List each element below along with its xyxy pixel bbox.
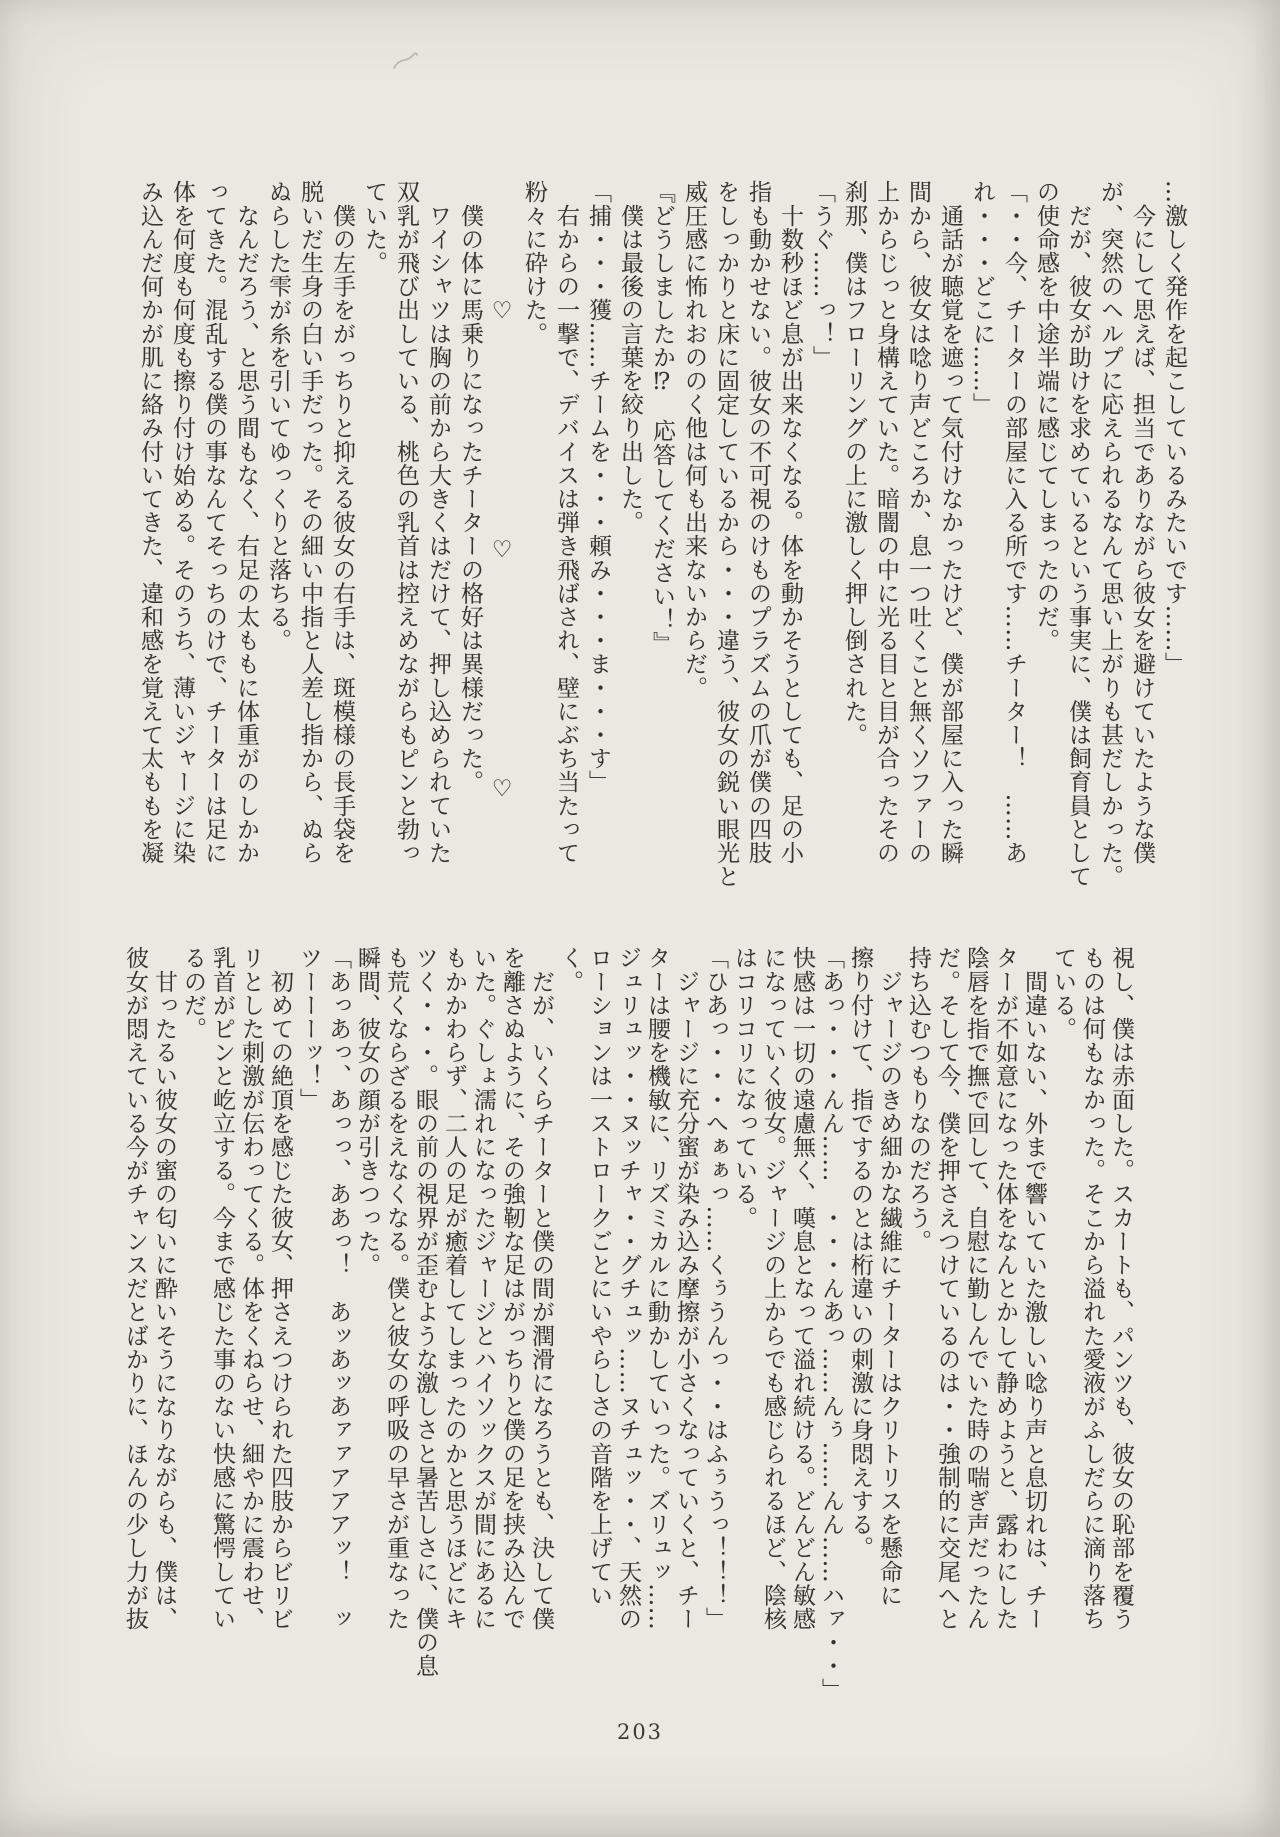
text-column: 『どうしましたか⁉ 応答してください！』 [649,180,675,655]
text-column: 彼女が悶えている今がチャンスだとばかりに、ほんの少し力が抜 [122,946,148,1631]
text-column: 間違いない、外まで響いていた激しい唸り声と息切れは、チー [1021,946,1047,1631]
text-column: が、突然のヘルプに応えられるなんて思い上がりも甚だしかった。 [1097,180,1123,888]
text-column: 通話が聴覚を遮って気付けなかったけど、僕が部屋に入った瞬 [937,180,963,865]
text-column: 僕は最後の言葉を絞り出した。 [617,180,643,534]
text-column: 僕の左手をがっちりと抑える彼女の右手は、斑模様の長手袋を [329,180,355,865]
text-column: 粉々に砕けた。 [521,180,547,346]
text-column: ている。 [1050,946,1076,1041]
text-column: 十数秒ほど息が出来なくなる。体を動かそうとしても、足の小 [777,180,803,865]
pen-scratch-mark [392,50,420,74]
text-column: いた。ぐしょ濡れになったジャージとハイソックスが間にあるに [470,946,496,1631]
text-column: 「・・今、チーターの部屋に入る所です……チーター！ ……あ [1001,180,1027,865]
text-column: だが、いくらチーターと僕の間が潤滑になろうとも、決して僕 [528,946,554,1631]
text-column: ツーーーッ！」 [296,946,322,1112]
text-column: 持ち込むつもりなのだろう。 [905,946,931,1253]
text-column: …激しく発作を起こしているみたいです……」 [1161,180,1187,676]
text-column: 僕の体に馬乗りになったチーターの格好は異様だった。 [457,180,483,794]
text-column: 快感は一切の遠慮無く、嘆息となって溢れ続ける。どんどん敏感 [789,946,815,1631]
text-column: 視し、僕は赤面した。スカートも、パンツも、彼女の恥部を覆う [1108,946,1134,1631]
text-column: 今にして思えば、担当でありながら彼女を避けていたような僕 [1129,180,1155,865]
text-column: 乳首がピンと屹立する。今まで感じた事のない快感に驚愕してい [209,946,235,1631]
text-column: もかかわらず、二人の足が癒着してしまったのかと思うほどにキ [441,946,467,1631]
text-column: ♡ ♡ ♡ [489,180,515,803]
text-column: 擦り付けて、指でするのとは桁違いの刺激に身悶えする。 [847,946,873,1560]
text-column: 右からの一撃で、デバイスは弾き飛ばされ、壁にぶち当たって [553,180,579,865]
page-number: 203 [616,1720,664,1744]
text-column: 「捕・・・獲……チームを・・・頼み・・・ま・・・す」 [585,180,611,794]
text-column: るのだ。 [180,946,206,1041]
text-column: 威圧感に怖れおののく他は何も出来ないからだ。 [681,180,707,700]
text-column: ローションは一ストロークごとにいやらしさの音階を上げてい [586,946,612,1607]
text-column: 甘ったるい彼女の蜜の匂いに酔いそうになりながらも、僕は、 [151,946,177,1631]
text-column: み込んだ何かが肌に絡み付いてきた、違和感を覚えて太ももを凝 [137,180,163,865]
bottom-text-block [120,946,1135,1710]
text-column: はコリコリになっている。 [731,946,757,1230]
text-column: 初めての絶頂を感じた彼女、押さえつけられた四肢からビリビ [267,946,293,1631]
text-column: れ・・・どこに……」 [969,180,995,416]
text-column: 「うぐ……っ！」 [809,180,835,369]
text-column: 体を何度も何度も擦り付け始める。そのうち、薄いジャージに染 [169,180,195,865]
text-column: ターは腰を機敏に、リズミカルに動かしていった。ズリュッ…… [644,946,670,1631]
text-column: だ。そして今、僕を押さえつけているのは・・強制的に交尾へと [934,946,960,1631]
text-column: になっていく彼女。ジャージの上からでも感じられるほど、陰核 [760,946,786,1631]
text-column: く。 [557,946,583,994]
text-column: 指も動かせない。彼女の不可視のけものプラズムの爪が僕の四肢 [745,180,771,865]
text-column: をしっかりと床に固定しているから・・・違う、彼女の鋭い眼光と [713,180,739,888]
text-column: ていた。 [361,180,387,275]
text-column: ターが不如意になった体をなんとかして静めようと、露わにした [992,946,1018,1631]
text-column: を離さぬように、その強靭な足はがっちりと僕の足を挟み込んで [499,946,525,1631]
text-column: 脱いだ生身の白い手だった。その細い中指と人差し指から、ぬら [297,180,323,865]
text-column: ジャージのきめ細かな繊維にチーターはクリトリスを懸命に [876,946,902,1607]
text-column: 刹那、僕はフローリングの上に激しく押し倒された。 [841,180,867,747]
text-column: も荒くならざるをえなくなる。僕と彼女の呼吸の早さが重なった [383,946,409,1631]
text-column: リとした刺激が伝わってくる。体をくねらせ、細やかに震わせ、 [238,946,264,1631]
text-column: 陰唇を指で撫で回して、自慰に勤しんでいた時の喘ぎ声だったん [963,946,989,1631]
text-column: ツく・・・。眼の前の視界が歪むような激しさと暑苦しさに、僕の息 [412,946,438,1678]
text-column: 上からじっと身構えていた。暗闇の中に光る目と目が合ったその [873,180,899,865]
text-column: 「あっ・・・んん…… ・・・んあっ……んぅ……んん……ハァ・・」 [818,946,844,1702]
text-column: 双乳が飛び出している、桃色の乳首は控えめながらもピンと勃っ [393,180,419,865]
text-column: ぬらした雫が糸を引いてゆっくりと落ちる。 [265,180,291,652]
text-column: ジュリュッ・・ヌッチャ・・グチュッ……ヌチュッ・・、天然の [615,946,641,1631]
text-column: ジャージに充分蜜が染み込み摩擦が小さくなっていくと、チー [673,946,699,1631]
text-column: 間から、彼女は唸り声どころか、息一つ吐くこと無くソファーの [905,180,931,865]
text-column: ってきた。混乱する僕の事なんてそっちのけで、チーターは足に [201,180,227,865]
text-column: ものは何もなかった。そこから溢れた愛液がふしだらに滴り落ち [1079,946,1105,1631]
text-column: 「ひあっ・・・へぁぁっ……くぅうんっ・・はふぅうっ！！！」 [702,946,728,1631]
text-column: だが、彼女が助けを求めているという事実に、僕は飼育員として [1065,180,1091,888]
text-column: なんだろう、と思う間もなく、右足の太ももに体重がのしかか [233,180,259,865]
text-column: 「あっあっ、あっっ、ああっ！ あッあッあァァアアアッ！ ッ [325,946,351,1631]
text-column: 瞬間、彼女の顔が引きつった。 [354,946,380,1277]
text-column: の使命感を中途半端に感じてしまったのだ。 [1033,180,1059,652]
text-column: ワイシャツは胸の前から大きくはだけて、押し込められていた [425,180,451,865]
top-text-block [134,180,1190,930]
